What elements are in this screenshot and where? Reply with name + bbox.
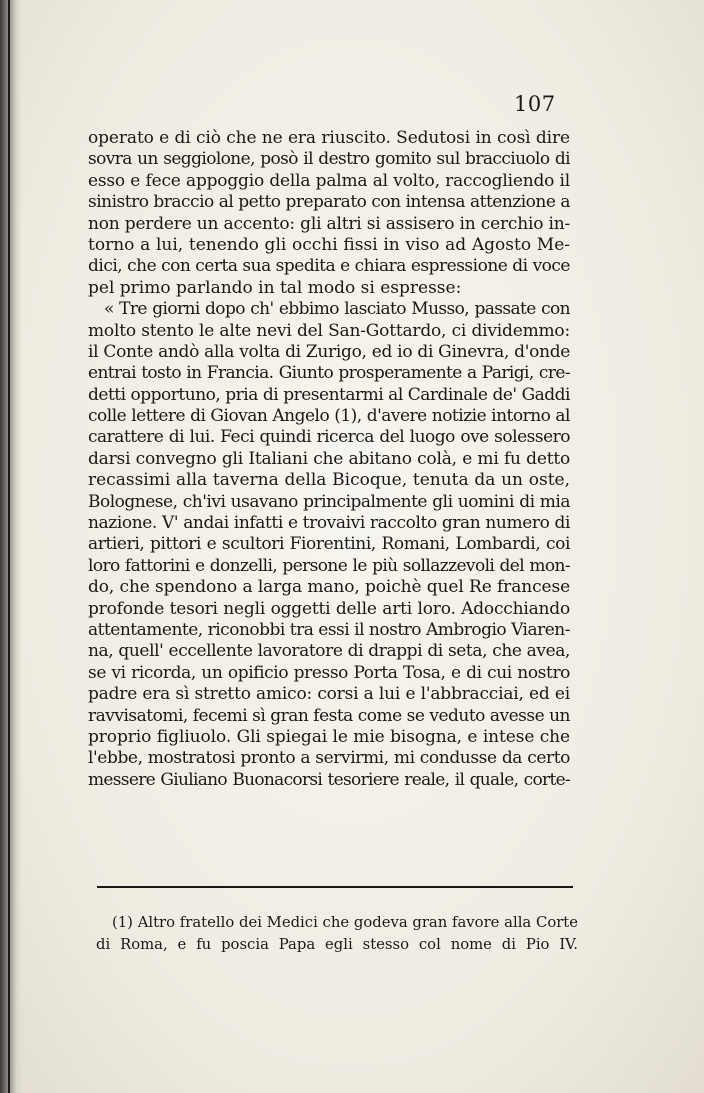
text-line: padre era sì stretto amico: corsi a lui e l'abbracciai, ed ei <box>88 684 570 705</box>
page-binding-shadow <box>0 0 22 1093</box>
footnote-separator-rule <box>97 886 573 888</box>
text-line: esso e fece appoggio della palma al volto, raccogliendo il <box>88 170 570 191</box>
text-line: l'ebbe, mostratosi pronto a servirmi, mi condusse da certo <box>88 748 570 769</box>
text-line: sovra un seggiolone, posò il destro gomito sul bracciuolo di <box>88 149 570 170</box>
text-line: dici, che con certa sua spedita e chiara espressione di voce <box>88 256 570 277</box>
text-line: profonde tesori negli oggetti delle arti loro. Adocchiando <box>88 598 570 619</box>
page-left-edge-line <box>8 0 10 1093</box>
text-line: sinistro braccio al petto preparato con intensa attenzione a <box>88 192 570 213</box>
text-line: na, quell' eccellente lavoratore di drappi di seta, che avea, <box>88 641 570 662</box>
body-text <box>88 128 570 791</box>
text-line: loro fattorini e donzelli, persone le più sollazzevoli del mon- <box>88 555 570 576</box>
text-line: detti opportuno, pria di presentarmi al Cardinale de' Gaddi <box>88 384 570 405</box>
text-line: colle lettere di Giovan Angelo (1), d'avere notizie intorno al <box>88 406 570 427</box>
text-line: torno a lui, tenendo gli occhi fissi in viso ad Agosto Me- <box>88 234 570 255</box>
text-line: nazione. V' andai infatti e trovaivi raccolto gran numero di <box>88 513 570 534</box>
text-line: darsi convegno gli Italiani che abitano colà, e mi fu detto <box>88 448 570 469</box>
text-line: proprio figliuolo. Gli spiegai le mie bisogna, e intese che <box>88 726 570 747</box>
page-number: 107 <box>514 92 556 116</box>
footnote <box>96 912 578 956</box>
footnote-line: (1) Altro fratello dei Medici che godeva gran favore alla Corte <box>112 914 578 931</box>
text-line: non perdere un accento: gli altri si assisero in cerchio in- <box>88 213 570 234</box>
text-line: attentamente, riconobbi tra essi il nostro Ambrogio Viaren- <box>88 619 570 640</box>
text-line: messere Giuliano Buonacorsi tesoriere reale, il quale, corte- <box>88 769 570 790</box>
text-line: molto stento le alte nevi del San-Gottardo, ci dividemmo: <box>88 320 570 341</box>
text-line: do, che spendono a larga mano, poichè quel Re francese <box>88 577 570 598</box>
text-line: Bolognese, ch'ivi usavano principalmente gli uomini di mia <box>88 491 570 512</box>
text-line: operato e di ciò che ne era riuscito. Sedutosi in così dire <box>88 128 570 148</box>
footnote-line: di Roma, e fu poscia Papa egli stesso col nome di Pio IV. <box>96 936 578 953</box>
text-line: pel primo parlando in tal modo si espresse: <box>88 277 462 298</box>
text-line: artieri, pittori e scultori Fiorentini, Romani, Lombardi, coi <box>88 534 570 555</box>
text-line: entrai tosto in Francia. Giunto prosperamente a Parigi, cre- <box>88 363 570 384</box>
text-line: carattere di lui. Feci quindi ricerca del luogo ove solessero <box>88 427 570 448</box>
text-line: il Conte andò alla volta di Zurigo, ed io di Ginevra, d'onde <box>88 341 570 362</box>
text-line: recassimi alla taverna della Bicoque, tenuta da un oste, <box>88 470 570 491</box>
text-line: se vi ricorda, un opificio presso Porta Tosa, e di cui nostro <box>88 662 570 683</box>
text-line: « Tre giorni dopo ch' ebbimo lasciato Musso, passate con <box>104 299 570 320</box>
text-line: ravvisatomi, fecemi sì gran festa come se veduto avesse un <box>88 705 570 726</box>
